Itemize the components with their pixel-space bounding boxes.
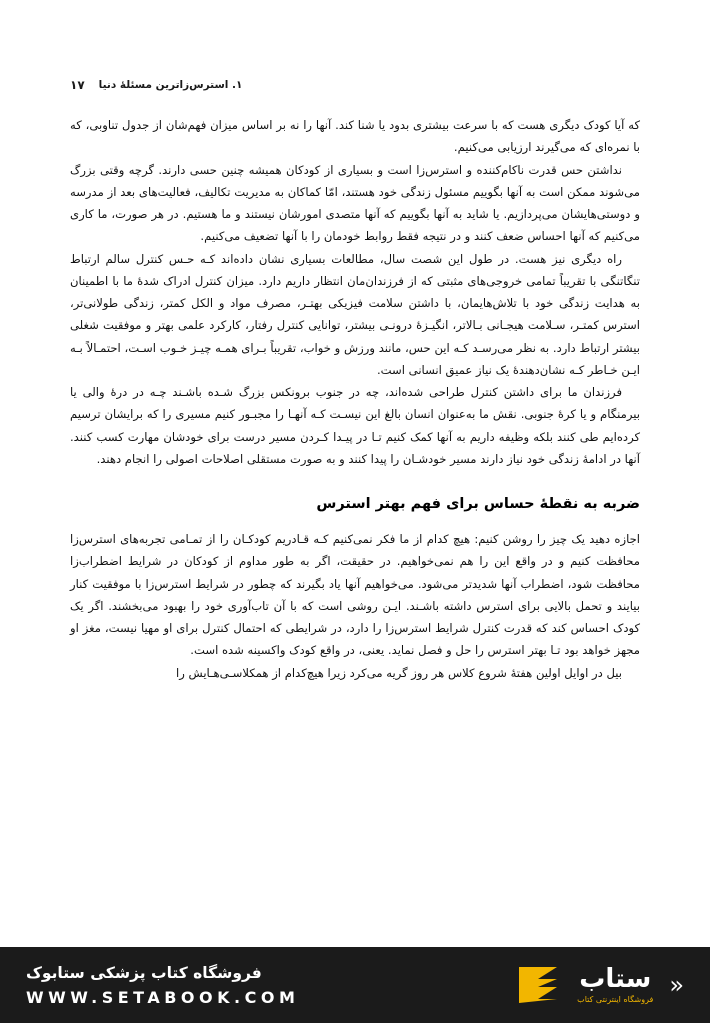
footer-banner bbox=[0, 947, 710, 1023]
running-header bbox=[70, 78, 640, 92]
body-text bbox=[70, 114, 640, 684]
footer-store-info bbox=[26, 963, 299, 1006]
footer-brand-group bbox=[515, 963, 684, 1007]
header-page-number: ۱۷ bbox=[70, 78, 85, 92]
brand-logo bbox=[577, 966, 653, 1004]
paragraph-3: راه دیگری نیز هست. در طول این شصت سال، مطالعات بسیاری نشان داده‌اند کـه حـس کنترل سالم ارتباط تنگاتنگی با تقریباً تمامی خروجی‌های مثبتی که از فرزندان‌مان انتظار داریم دارد. میزان کنترل ادراک شدۀ ما با اطمینان به هدایت زندگی خود با تلاش‌هایمان، با داشتن سلامت فیزیکی بهتـر، مصرف مواد و الکل کمتر، زندگی طولانی‌تر، استرس کمتـر، سـلامت هیجـانی بـالاتر، انگیـزۀ درونـی بیشتر، توانایی کنترل رفتار، کارکرد علمی بهتر و موفقیت شغلی بیشتر ارتباط دارد. به نظر می‌رسـد کـه این حس، مانند ورزش و خواب، تقریباً بـرای همـه چیـز خـوب اسـت، احتمـالاً بـه ایـن خـاطر کـه نشان‌دهندۀ یک نیاز عمیق انسانی است. bbox=[70, 251, 640, 377]
paragraph-4: فرزندان ما برای داشتن کنترل طراحی شده‌اند، چه در جنوب برونکس بزرگ شـده باشـند چـه در درۀ والی یا بیرمنگام و یا کرۀ جنوبی. نقش ما به‌عنوان انسان بالغ این نیسـت کـه آنهـا را مجبـور کنیم مسیری را که برایشان ترسیم کرده‌ایم طی کنند بلکه وظیفه داریم به آنها کمک کنیم تـا در پیـدا کـردن مسیر درست برای خودشان مهارت کسب کنند. آنها در ادامۀ زندگی خود نیاز دارند مسیر خودشـان را پیدا کنند و به صورت مستقلی اصلاحات اصولی را انجام دهند. bbox=[70, 385, 640, 466]
setabook-logo-icon bbox=[515, 963, 561, 1007]
header-chapter-title: ۱. استرس‌زاترین مسئلۀ دنیا bbox=[98, 79, 243, 91]
paragraph-6: بیل در اوایل اولین هفتۀ شروع کلاس هر روز گریه می‌کرد زیرا هیچ‌کدام از همکلاسـی‌هـایش را bbox=[176, 665, 622, 680]
section-heading: ضربه به نقطهٔ حساس برای فهم بهتر استرس bbox=[316, 496, 640, 512]
paragraph-2: نداشتن حس قدرت ناکام‌کننده و استرس‌زا است و بسیاری از کودکان همیشه چنین حسی دارند. گرچه وقتی بزرگ می‌شوند ممکن است به آنها بگوییم مسئول زندگی خود هستند، امّا کماکان به مدیریت تکالیف، فعالیت‌های بعد از مدرسه و دوستی‌هایشان می‌پردازیم. یا شاید به آنها بگوییم که آنها متصدی امورشان نیستند و ما هستیم. در هر صورت، ما کاری می‌کنیم که آنها احساس ضعف کنند و در نتیجه فقط روابط خودمان را با آنها تضعیف می‌کنیم. bbox=[70, 162, 640, 244]
footer-website-url[interactable]: WWW.SETABOOK.COM bbox=[26, 987, 300, 1007]
paragraph-5: اجازه دهید یک چیز را روشن کنیم: هیچ کدام از ما فکر نمی‌کنیم کـه قـادریم کودکـان را از تمـامی تجربه‌های استرس‌زا محافظت کنیم و در واقع این را هم نمی‌خواهیم. در حقیقت، اگر به طور مداوم از کودکان در شرایط اضطراب‌زا محافظت شود، اضطراب آنها شدیدتر می‌شود. می‌خواهیم آنها یاد بگیرند که چطور در شرایط استرس‌زا با موفقیت کنار بیایند و تحمل بالایی برای استرس داشته باشـند. ایـن روشی است که با آن تاب‌آوری خود را بهبود می‌بخشند. اگر یک کودک احساس کند که قدرت کنترل شرایط استرس‌زا را دارد، در شرایطی که احتمال کنترل برای او مهیا نیست، مغز او مجهز خواهد بود تـا بهتر استرس را حل و فصل نماید. یعنی، در واقع کودک واکسینه شده است. bbox=[70, 532, 640, 658]
page-content bbox=[70, 78, 640, 943]
footer-store-name: فروشگاه کتاب پزشکی ستابوک bbox=[26, 964, 262, 983]
double-chevron-icon: « bbox=[669, 971, 684, 999]
brand-subtitle: فروشگاه اینترنتی کتاب bbox=[577, 995, 654, 1004]
paragraph-1: که آیا کودک دیگری هست که با سرعت بیشتری بدود یا شنا کند. آنها را نه بر اساس میزان فهم‌شان از جدول تناوبی، که با نمره‌ای که می‌گیرند ارزیابی می‌کنیم. bbox=[70, 118, 640, 155]
brand-name: ستاب bbox=[579, 964, 652, 994]
